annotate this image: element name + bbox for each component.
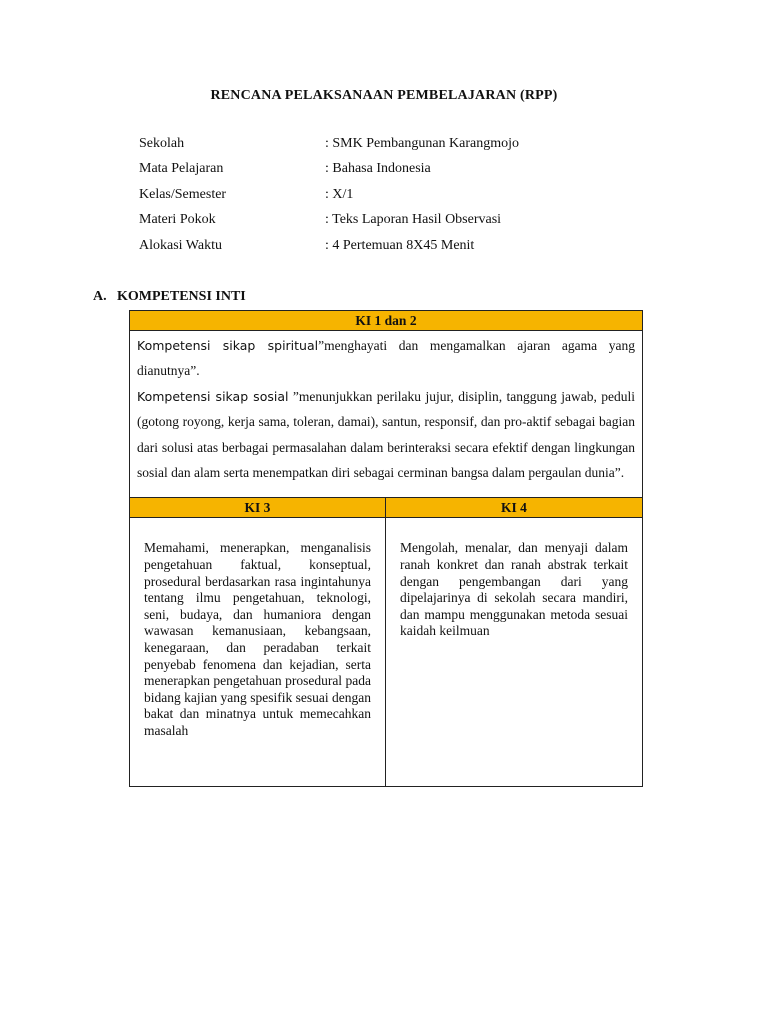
ki12-spiritual (137, 333, 635, 384)
info-row-materi-pokok (139, 212, 599, 237)
info-value: : 4 Pertemuan 8X45 Menit (325, 237, 475, 253)
ki12-body (130, 331, 642, 497)
spiritual-text: ”menghayati dan mengamalkan ajaran agama yang dianutnya”. (137, 338, 636, 379)
spiritual-lead: Kompetensi sikap spiritual (137, 338, 319, 353)
info-value: : Teks Laporan Hasil Observasi (325, 212, 502, 228)
section-a-heading (93, 289, 246, 305)
kompetensi-inti-table (129, 310, 643, 787)
info-value: : SMK Pembangunan Karangmojo (325, 136, 520, 151)
info-label: Alokasi Waktu (139, 237, 222, 253)
ki3-header: KI 3 (130, 498, 385, 518)
info-block (139, 136, 599, 263)
document-title: RENCANA PELAKSANAAN PEMBELAJARAN (RPP) (210, 88, 558, 103)
info-label: Kelas/Semester (139, 186, 227, 202)
sosial-lead: Kompetensi sikap sosial (137, 388, 289, 404)
ki4-column (386, 498, 642, 786)
ki12-sosial (137, 384, 635, 486)
info-row-sekolah (139, 136, 599, 161)
info-value: : X/1 (325, 186, 354, 202)
info-label: Mata Pelajaran (139, 161, 224, 177)
ki3-column (130, 498, 386, 786)
info-row-mata-pelajaran (139, 161, 599, 186)
section-number: A. (93, 289, 107, 304)
ki4-body: Mengolah, menalar, dan menyaji dalam ranah konkret dan ranah abstrak terkait dengan pengembangan dari yang dipelajarinya di sekolah secara mandiri, dan mampu menggunakan metoda sesuai kaidah keilmuan (400, 540, 628, 639)
section-title: KOMPETENSI INTI (117, 289, 246, 304)
ki4-header: KI 4 (386, 498, 642, 518)
info-label: Materi Pokok (139, 212, 216, 228)
sosial-text: ”menunjukkan perilaku jujur, disiplin, tanggung jawab, peduli (gotong royong, kerja sama, toleran, damai), santun, responsif, dan pro-aktif sebagai bagian dari solusi atas berbagai permasalahan dalam berinteraksi secara efektif dengan lingkungan sosial dan alam serta menempatkan diri sebagai cerminan bangsa dalam pergaulan dunia”. (137, 388, 635, 481)
info-value: : Bahasa Indonesia (325, 161, 431, 177)
ki3-ki4-row (130, 497, 642, 786)
ki3-body: Memahami, menerapkan, menganalisis pengetahuan faktual, konseptual, prosedural berdasarkan rasa ingintahunya tentang ilmu pengetahuan, teknologi, seni, budaya, dan humaniora dengan wawasan kemanusiaan, kebangsaan, kenegaraan, dan peradaban terkait penyebab fenomena dan kejadian, serta menerapkan pengetahuan prosedural pada bidang kajian yang spesifik sesuai dengan bakat dan minatnya untuk memecahkan masalah (144, 540, 371, 738)
info-row-alokasi-waktu (139, 238, 599, 263)
info-row-kelas-semester (139, 187, 599, 212)
ki12-header: KI 1 dan 2 (130, 311, 642, 331)
info-label: Sekolah (139, 136, 185, 151)
